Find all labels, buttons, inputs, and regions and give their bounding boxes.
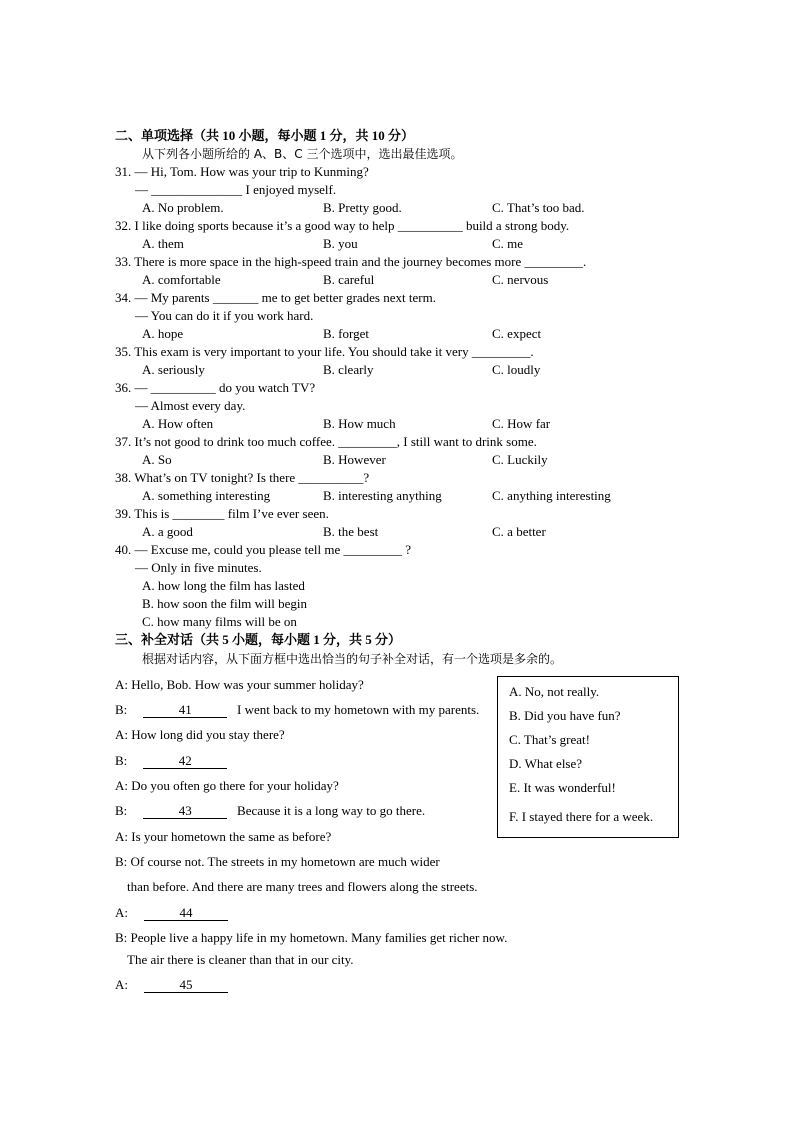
q37-option-b[interactable]: B. However (323, 452, 386, 467)
q31-option-c[interactable]: C. That’s too bad. (492, 200, 585, 215)
q36-stem: 36. — __________ do you watch TV? (115, 380, 316, 395)
dialog-line-43 (115, 803, 425, 819)
q39-option-a[interactable]: A. a good (142, 524, 193, 539)
q34-option-c[interactable]: C. expect (492, 326, 542, 341)
q36-option-b[interactable]: B. How much (323, 416, 396, 431)
q31-response: — ______________ I enjoyed myself. (135, 182, 337, 197)
dialog-line-44 (115, 905, 228, 921)
section2-title: 二、单项选择（共 10 小题，每小题 1 分，共 10 分） (115, 128, 415, 143)
q38-option-c[interactable]: C. anything interesting (492, 488, 611, 503)
q40-option-b[interactable]: B. how soon the film will begin (142, 596, 308, 611)
q37-stem: 37. It’s not good to drink too much coffee. _________, I still want to drink some. (115, 434, 537, 449)
q40-stem: 40. — Excuse me, could you please tell me _________ ? (115, 542, 412, 557)
section2-instruction: 从下列各小题所给的 A、B、C 三个选项中，选出最佳选项。 (142, 147, 463, 161)
speaker-a: A: (115, 977, 128, 992)
q33-option-b[interactable]: B. careful (323, 272, 375, 287)
dialog-line-8: B: Of course not. The streets in my hometown are much wider (115, 854, 440, 869)
dialog-line-11: B: People live a happy life in my hometown. Many families get richer now. (115, 930, 508, 945)
q33-option-c[interactable]: C. nervous (492, 272, 549, 287)
dialog-line-3: A: How long did you stay there? (115, 727, 285, 742)
q38-option-b[interactable]: B. interesting anything (323, 488, 442, 503)
q40-response: — Only in five minutes. (135, 560, 262, 575)
dialog-text-43: Because it is a long way to go there. (237, 803, 426, 818)
blank-44[interactable]: 44 (144, 905, 228, 921)
q39-stem: 39. This is ________ film I’ve ever seen. (115, 506, 329, 521)
section3-instruction: 根据对话内容，从下面方框中选出恰当的句子补全对话，有一个选项是多余的。 (142, 652, 563, 666)
dialog-line-9: than before. And there are many trees and flowers along the streets. (127, 879, 478, 894)
q36-response: — Almost every day. (135, 398, 246, 413)
q32-option-c[interactable]: C. me (492, 236, 524, 251)
q35-option-c[interactable]: C. loudly (492, 362, 541, 377)
q34-stem: 34. — My parents _______ me to get better grades next term. (115, 290, 436, 305)
speaker-a: A: (115, 905, 128, 920)
q36-option-a[interactable]: A. How often (142, 416, 214, 431)
box-option-f[interactable]: F. I stayed there for a week. (509, 809, 654, 824)
section3-title: 三、补全对话（共 5 小题，每小题 1 分，共 5 分） (115, 632, 402, 647)
q32-option-a[interactable]: A. them (142, 236, 184, 251)
box-option-a[interactable]: A. No, not really. (509, 684, 600, 699)
q32-option-b[interactable]: B. you (323, 236, 358, 251)
speaker-b: B: (115, 803, 128, 818)
box-option-d[interactable]: D. What else? (509, 756, 583, 771)
q40-option-a[interactable]: A. how long the film has lasted (142, 578, 305, 593)
q35-option-a[interactable]: A. seriously (142, 362, 205, 377)
q37-option-c[interactable]: C. Luckily (492, 452, 548, 467)
blank-42[interactable]: 42 (143, 753, 227, 769)
speaker-b: B: (115, 753, 128, 768)
dialog-line-7: A: Is your hometown the same as before? (115, 829, 332, 844)
blank-45[interactable]: 45 (144, 977, 228, 993)
dialog-line-42 (115, 753, 227, 769)
q31-option-a[interactable]: A. No problem. (142, 200, 224, 215)
q40-option-c[interactable]: C. how many films will be on (142, 614, 297, 629)
q34-response: — You can do it if you work hard. (135, 308, 314, 323)
q34-option-b[interactable]: B. forget (323, 326, 369, 341)
q35-option-b[interactable]: B. clearly (323, 362, 374, 377)
box-option-e[interactable]: E. It was wonderful! (509, 780, 616, 795)
q39-option-c[interactable]: C. a better (492, 524, 546, 539)
speaker-b: B: (115, 702, 128, 717)
dialog-text-41: I went back to my hometown with my parents. (237, 702, 480, 717)
q33-stem: 33. There is more space in the high-speed train and the journey becomes more _________. (115, 254, 587, 269)
dialog-line-12: The air there is cleaner than that in our city. (127, 952, 354, 967)
options-box (497, 676, 679, 838)
blank-41[interactable]: 41 (143, 702, 227, 718)
q38-option-a[interactable]: A. something interesting (142, 488, 271, 503)
dialog-line-41 (115, 702, 479, 718)
q32-stem: 32. I like doing sports because it’s a good way to help __________ build a strong body. (115, 218, 570, 233)
blank-43[interactable]: 43 (143, 803, 227, 819)
q33-option-a[interactable]: A. comfortable (142, 272, 221, 287)
q38-stem: 38. What’s on TV tonight? Is there __________? (115, 470, 370, 485)
q34-option-a[interactable]: A. hope (142, 326, 184, 341)
box-option-b[interactable]: B. Did you have fun? (509, 708, 621, 723)
q35-stem: 35. This exam is very important to your life. You should take it very _________. (115, 344, 534, 359)
box-option-c[interactable]: C. That’s great! (509, 732, 590, 747)
dialog-line-1: A: Hello, Bob. How was your summer holiday? (115, 677, 364, 692)
q37-option-a[interactable]: A. So (142, 452, 172, 467)
q31-stem: 31. — Hi, Tom. How was your trip to Kunming? (115, 164, 369, 179)
q39-option-b[interactable]: B. the best (323, 524, 379, 539)
dialog-line-45 (115, 977, 228, 993)
q36-option-c[interactable]: C. How far (492, 416, 551, 431)
q31-option-b[interactable]: B. Pretty good. (323, 200, 402, 215)
dialog-line-5: A: Do you often go there for your holiday? (115, 778, 339, 793)
